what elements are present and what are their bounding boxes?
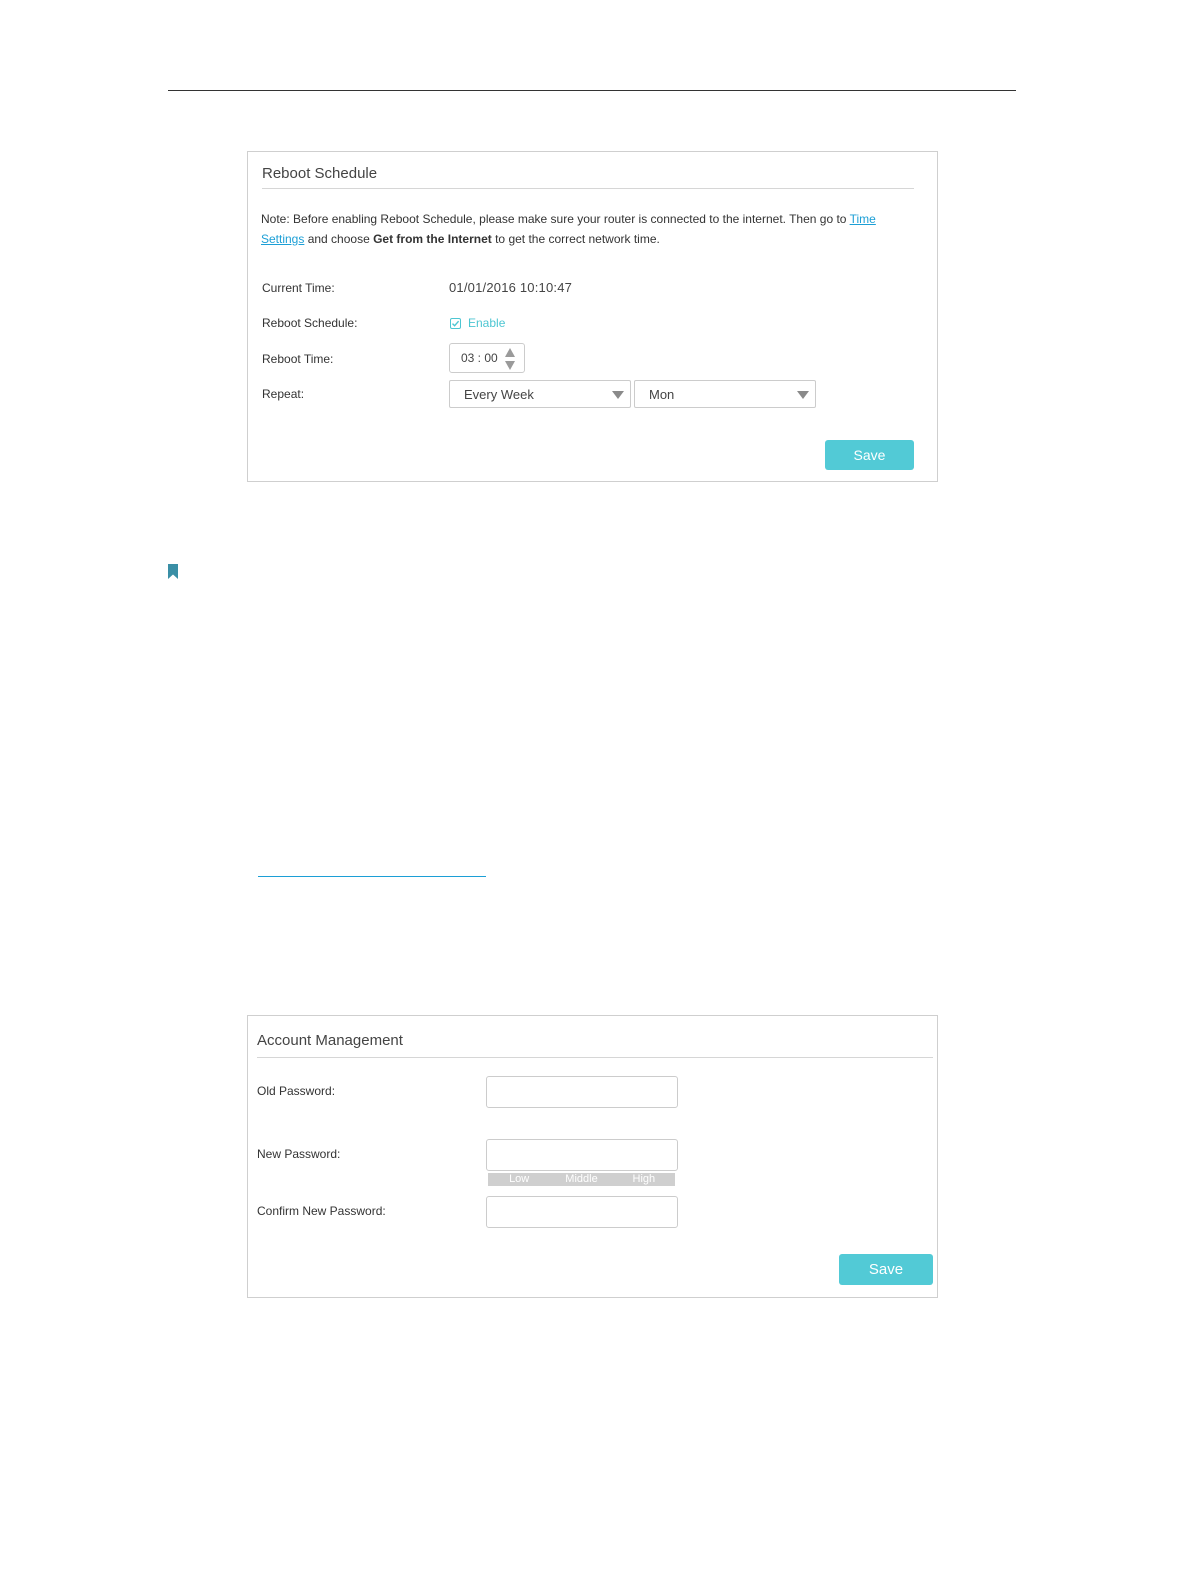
reboot-schedule-label: Reboot Schedule: xyxy=(262,316,358,330)
strength-low: Low xyxy=(509,1173,530,1185)
new-password-label: New Password: xyxy=(257,1147,341,1161)
spin-up-icon[interactable] xyxy=(505,348,515,357)
repeat-day-select[interactable] xyxy=(634,380,816,408)
strength-middle: Middle xyxy=(565,1173,598,1185)
note-prefix: Note: Before enabling Reboot Schedule, please make sure your router is connected to the internet. Then go to xyxy=(261,212,850,226)
time-spinner[interactable] xyxy=(505,348,515,370)
strength-high: High xyxy=(632,1173,656,1185)
chevron-down-icon xyxy=(797,391,809,399)
chevron-down-icon xyxy=(612,391,624,399)
time-settings-link[interactable]: Time xyxy=(849,212,876,226)
panel-title-divider xyxy=(257,1057,933,1058)
confirm-password-field[interactable] xyxy=(486,1196,678,1228)
panel-title: Reboot Schedule xyxy=(262,165,378,182)
note-suffix: to get the correct network time. xyxy=(491,232,660,246)
repeat-day-value: Mon xyxy=(649,386,675,402)
current-time-value: 01/01/2016 10:10:47 xyxy=(449,280,573,295)
reboot-time-label: Reboot Time: xyxy=(262,352,334,366)
old-password-label: Old Password: xyxy=(257,1084,336,1098)
spin-down-icon[interactable] xyxy=(505,361,515,370)
reboot-time-value: 03 : 00 xyxy=(461,351,498,365)
save-button[interactable]: Save xyxy=(839,1254,933,1285)
account-management-panel xyxy=(247,1015,938,1298)
reboot-schedule-panel xyxy=(247,151,938,482)
old-password-field[interactable] xyxy=(486,1076,678,1108)
repeat-frequency-value: Every Week xyxy=(464,386,534,402)
confirm-password-label: Confirm New Password: xyxy=(257,1204,386,1218)
time-settings-link-continued[interactable]: Settings xyxy=(261,232,305,246)
note-middle: and choose xyxy=(304,232,374,246)
bookmark-icon xyxy=(168,564,178,579)
reboot-note xyxy=(261,209,901,249)
current-time-label: Current Time: xyxy=(262,281,335,295)
link-underline xyxy=(258,876,486,877)
checkmark-icon[interactable] xyxy=(450,318,461,329)
new-password-field[interactable] xyxy=(486,1139,678,1171)
save-button[interactable]: Save xyxy=(825,440,914,470)
enable-checkbox[interactable] xyxy=(450,316,505,330)
repeat-label: Repeat: xyxy=(262,387,305,401)
note-emphasis: Get from the Internet xyxy=(373,232,492,246)
reboot-time-input[interactable] xyxy=(449,343,525,373)
panel-title-divider xyxy=(262,188,914,189)
panel-title: Account Management xyxy=(257,1032,403,1049)
enable-label: Enable xyxy=(468,316,506,330)
password-strength-meter xyxy=(488,1173,675,1186)
repeat-frequency-select[interactable] xyxy=(449,380,631,408)
page-header-rule xyxy=(168,90,1016,91)
